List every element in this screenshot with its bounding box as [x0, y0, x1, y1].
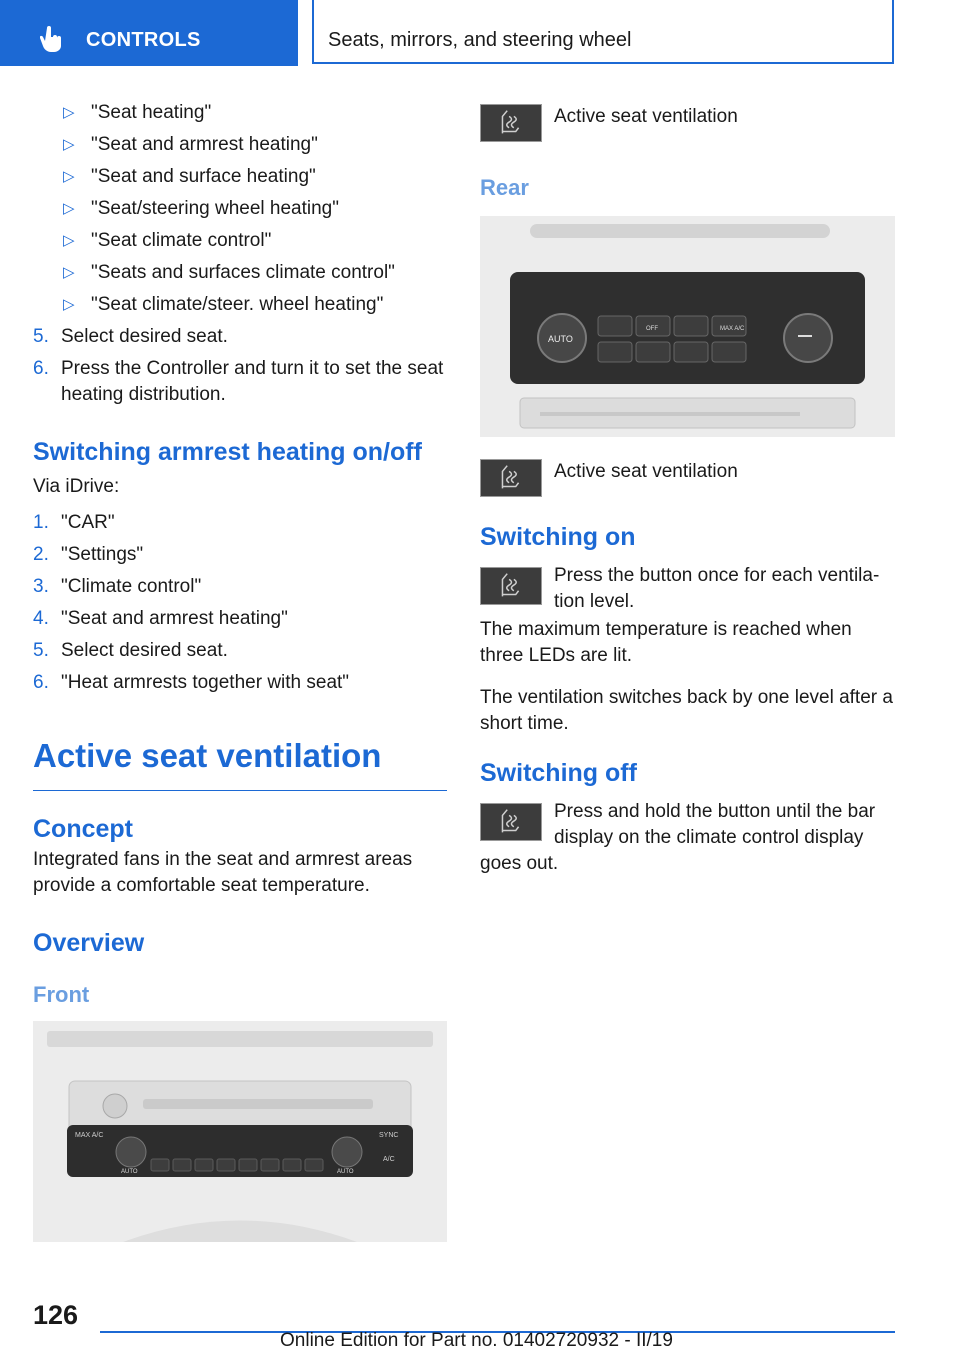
section-tab-label: CONTROLS: [86, 29, 201, 51]
triangle-bullet-icon: ▷: [63, 232, 75, 249]
section-tab: [0, 0, 298, 66]
front-label-ac: A/C: [383, 1156, 395, 1163]
step-text: "CAR": [61, 512, 115, 533]
step-item: [33, 542, 447, 568]
steps-list-a: [33, 324, 447, 408]
seat-ventilation-icon: [480, 104, 542, 142]
front-label-auto-right: AUTO: [337, 1169, 354, 1175]
step-text: Press the Controller and turn it to set the seat heating distribution.: [61, 358, 444, 405]
left-column: [33, 100, 447, 1242]
switching-on-heading: Switching on: [480, 523, 636, 551]
concept-heading: Concept: [33, 815, 133, 843]
step-item: [33, 638, 447, 664]
overview-heading: Overview: [33, 929, 145, 957]
heading-rule: [33, 790, 447, 791]
triangle-bullet-icon: ▷: [63, 136, 75, 153]
sub-options-list: [33, 100, 447, 318]
breadcrumb-label: Seats, mirrors, and steering wheel: [328, 29, 632, 51]
switching-off-row: [480, 799, 896, 877]
steps-list-b: [33, 510, 447, 696]
breadcrumb: [312, 0, 894, 64]
step-number: 6.: [33, 672, 49, 693]
rear-label-auto: AUTO: [548, 334, 573, 344]
rear-icon-caption: Active seat ventilation: [554, 461, 738, 482]
sub-option-label: "Seats and surfaces climate control": [91, 262, 395, 283]
sub-option-item: [33, 260, 447, 286]
front-label-maxac: MAX A/C: [75, 1132, 104, 1139]
step-text: "Climate control": [61, 576, 202, 597]
triangle-bullet-icon: ▷: [63, 200, 75, 217]
triangle-bullet-icon: ▷: [63, 264, 75, 281]
step-item: [33, 324, 447, 350]
triangle-bullet-icon: ▷: [63, 296, 75, 313]
front-heading: Front: [33, 982, 90, 1007]
step-item: [33, 670, 447, 696]
sub-option-label: "Seat climate control": [91, 230, 272, 251]
switch-back-text: The ventilation switches back by one level after a short time.: [480, 687, 893, 734]
step-text: "Settings": [61, 544, 144, 565]
seat-ventilation-icon: [480, 567, 542, 605]
switching-on-text: Press the button once for each ventila- tion level.: [554, 565, 880, 612]
step-item: [33, 510, 447, 536]
main-heading: Active seat ventilation: [33, 737, 382, 774]
switching-off-text: Press and hold the button until the bar display on the climate control display goes out.: [480, 801, 876, 874]
switching-off-heading: Switching off: [480, 759, 637, 787]
front-icon-caption: Active seat ventilation: [554, 106, 738, 127]
step-number: 6.: [33, 358, 49, 379]
step-text: Select desired seat.: [61, 326, 228, 347]
sub-option-item: [33, 132, 447, 158]
sub-option-item: [33, 292, 447, 318]
step-number: 4.: [33, 608, 49, 629]
triangle-bullet-icon: ▷: [63, 104, 75, 121]
seat-ventilation-icon: [480, 803, 542, 841]
sub-option-label: "Seat/steering wheel heating": [91, 198, 339, 219]
via-idrive-text: Via iDrive:: [33, 476, 120, 497]
page-number: 126: [33, 1300, 79, 1330]
step-number: 1.: [33, 512, 49, 533]
concept-text: Integrated fans in the seat and armrest areas provide a comfortable seat temperature.: [33, 849, 413, 896]
sub-option-item: [33, 228, 447, 254]
switching-on-row: [480, 563, 896, 617]
sub-option-item: [33, 196, 447, 222]
front-panel-photo: [33, 1021, 447, 1242]
step-number: 2.: [33, 544, 49, 565]
rear-panel-photo: [480, 216, 895, 437]
step-number: 3.: [33, 576, 49, 597]
step-item: [33, 356, 447, 408]
front-label-sync: SYNC: [379, 1132, 399, 1139]
triangle-bullet-icon: ▷: [63, 168, 75, 185]
step-number: 5.: [33, 640, 49, 661]
step-item: [33, 606, 447, 632]
sub-option-label: "Seat heating": [91, 102, 212, 123]
step-text: "Heat armrests together with seat": [61, 672, 350, 693]
front-icon-row: [480, 100, 896, 160]
right-column: [480, 100, 896, 877]
armrest-heading: Switching armrest heating on/off: [33, 438, 422, 466]
sub-option-label: "Seat and surface heating": [91, 166, 316, 187]
step-text: Select desired seat.: [61, 640, 228, 661]
rear-label-off: OFF: [646, 326, 658, 332]
rear-icon-row: [480, 455, 896, 515]
sub-option-item: [33, 100, 447, 126]
sub-option-item: [33, 164, 447, 190]
sub-option-label: "Seat climate/steer. wheel heating": [91, 294, 384, 315]
step-number: 5.: [33, 326, 49, 347]
max-temperature-text: The maximum temperature is reached when three LEDs are lit.: [480, 619, 852, 666]
rear-label-maxac: MAX A/C: [720, 326, 745, 332]
front-label-auto-left: AUTO: [121, 1169, 138, 1175]
step-text: "Seat and armrest heating": [61, 608, 288, 629]
step-item: [33, 574, 447, 600]
edition-text: Online Edition for Part no. 01402720932 - II/19: [280, 1330, 673, 1351]
sub-option-label: "Seat and armrest heating": [91, 134, 318, 155]
rear-heading: Rear: [480, 175, 529, 200]
seat-ventilation-icon: [480, 459, 542, 497]
hand-pointer-icon: [40, 26, 64, 52]
